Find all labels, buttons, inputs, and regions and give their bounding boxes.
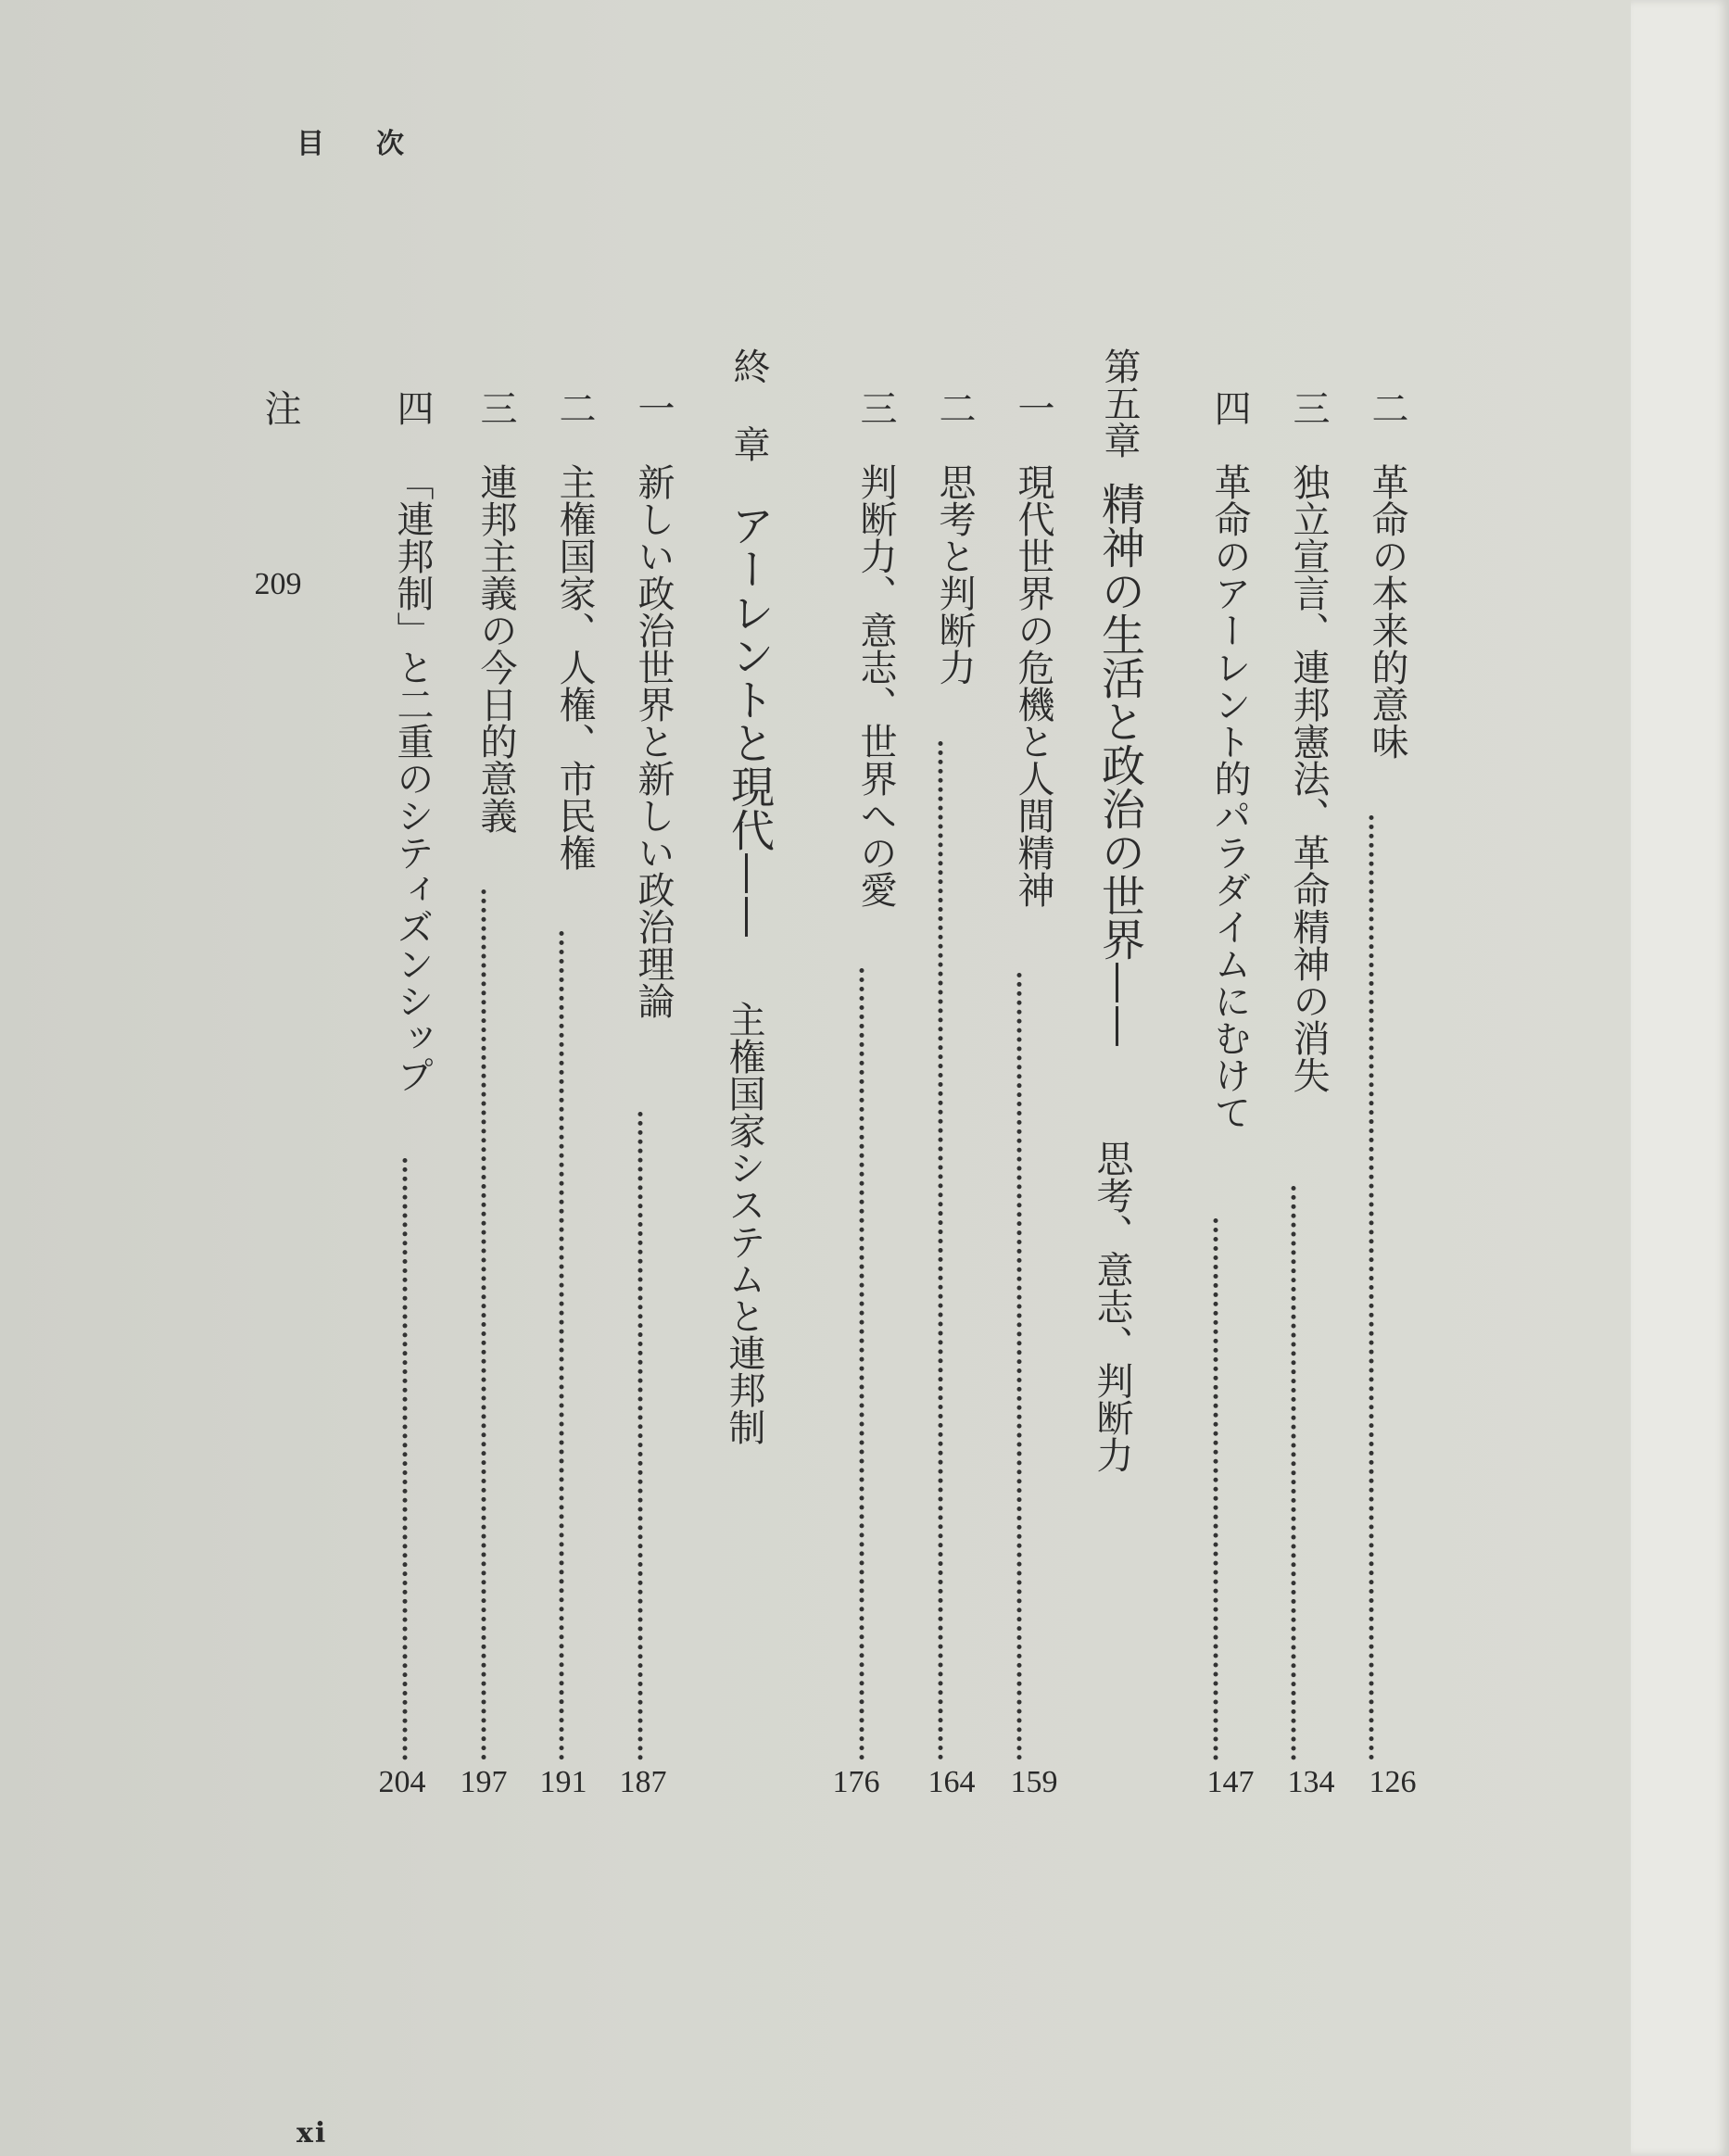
toc-entry bbox=[632, 389, 675, 1019]
chapter-subtitle: 主権国家システムと連邦制 bbox=[723, 1001, 765, 1445]
chapter-number: 終章 bbox=[727, 347, 770, 503]
chapter-title: 精神の生活と政治の世界—— bbox=[1094, 482, 1145, 1048]
toc-entry bbox=[553, 389, 596, 871]
page-number: 159 bbox=[1010, 1765, 1058, 1799]
page-folio: xi bbox=[297, 2117, 328, 2150]
page-number: 187 bbox=[619, 1765, 667, 1799]
entry-number: 二 bbox=[1366, 389, 1408, 426]
page-header: 目次 bbox=[297, 128, 456, 160]
toc-entry bbox=[1287, 389, 1330, 1093]
page-number: 204 bbox=[378, 1765, 426, 1799]
toc-entry bbox=[1208, 389, 1251, 1130]
chapter-title: アーレントと現代—— bbox=[724, 503, 775, 939]
facing-page-edge bbox=[1631, 0, 1729, 2156]
entry-number: 二 bbox=[933, 389, 976, 426]
entry-number: 三 bbox=[474, 389, 517, 426]
entry-title: 主権国家、人権、市民権 bbox=[553, 463, 596, 871]
entry-number: 二 bbox=[553, 389, 596, 426]
page-number: 164 bbox=[928, 1765, 976, 1799]
chapter-heading bbox=[724, 347, 775, 939]
page-number: 176 bbox=[832, 1765, 880, 1799]
entry-title: 新しい政治世界と新しい政治理論 bbox=[632, 463, 675, 1019]
entry-title: 連邦主義の今日的意義 bbox=[474, 463, 517, 834]
entry-number: 四 bbox=[391, 389, 434, 426]
entry-number: 注 bbox=[259, 389, 301, 426]
toc-entry bbox=[854, 389, 897, 908]
entry-title: 「連邦制」と二重のシティズンシップ bbox=[391, 463, 434, 1093]
entry-title: 革命の本来的意味 bbox=[1366, 463, 1408, 760]
page-number: 126 bbox=[1369, 1765, 1417, 1799]
entry-number: 三 bbox=[1287, 389, 1330, 426]
toc-entry-notes bbox=[259, 389, 301, 463]
entry-title: 独立宣言、連邦憲法、革命精神の消失 bbox=[1287, 463, 1330, 1093]
entry-title: 現代世界の危機と人間精神 bbox=[1012, 463, 1054, 908]
page-number: 134 bbox=[1287, 1765, 1335, 1799]
entry-number: 三 bbox=[854, 389, 897, 426]
entry-number: 四 bbox=[1208, 389, 1251, 426]
page-number: 147 bbox=[1206, 1765, 1255, 1799]
toc-entry bbox=[1366, 389, 1408, 760]
entry-title: 思考と判断力 bbox=[933, 463, 976, 686]
toc-entry bbox=[933, 389, 976, 686]
toc-entry bbox=[391, 389, 434, 1093]
entry-number: 一 bbox=[632, 389, 675, 426]
entry-title: 判断力、意志、世界への愛 bbox=[854, 463, 897, 908]
page-number: 209 bbox=[254, 567, 302, 601]
page-number: 191 bbox=[539, 1765, 587, 1799]
chapter-number: 第五章 bbox=[1098, 347, 1141, 459]
toc-entry bbox=[474, 389, 517, 834]
entry-number: 一 bbox=[1012, 389, 1054, 426]
chapter-heading bbox=[1094, 347, 1145, 1048]
chapter-subtitle: 思考、意志、判断力 bbox=[1091, 1140, 1133, 1473]
page-number: 197 bbox=[460, 1765, 508, 1799]
toc-entry bbox=[1012, 389, 1054, 908]
entry-title: 革命のアーレント的パラダイムにむけて bbox=[1208, 463, 1251, 1130]
